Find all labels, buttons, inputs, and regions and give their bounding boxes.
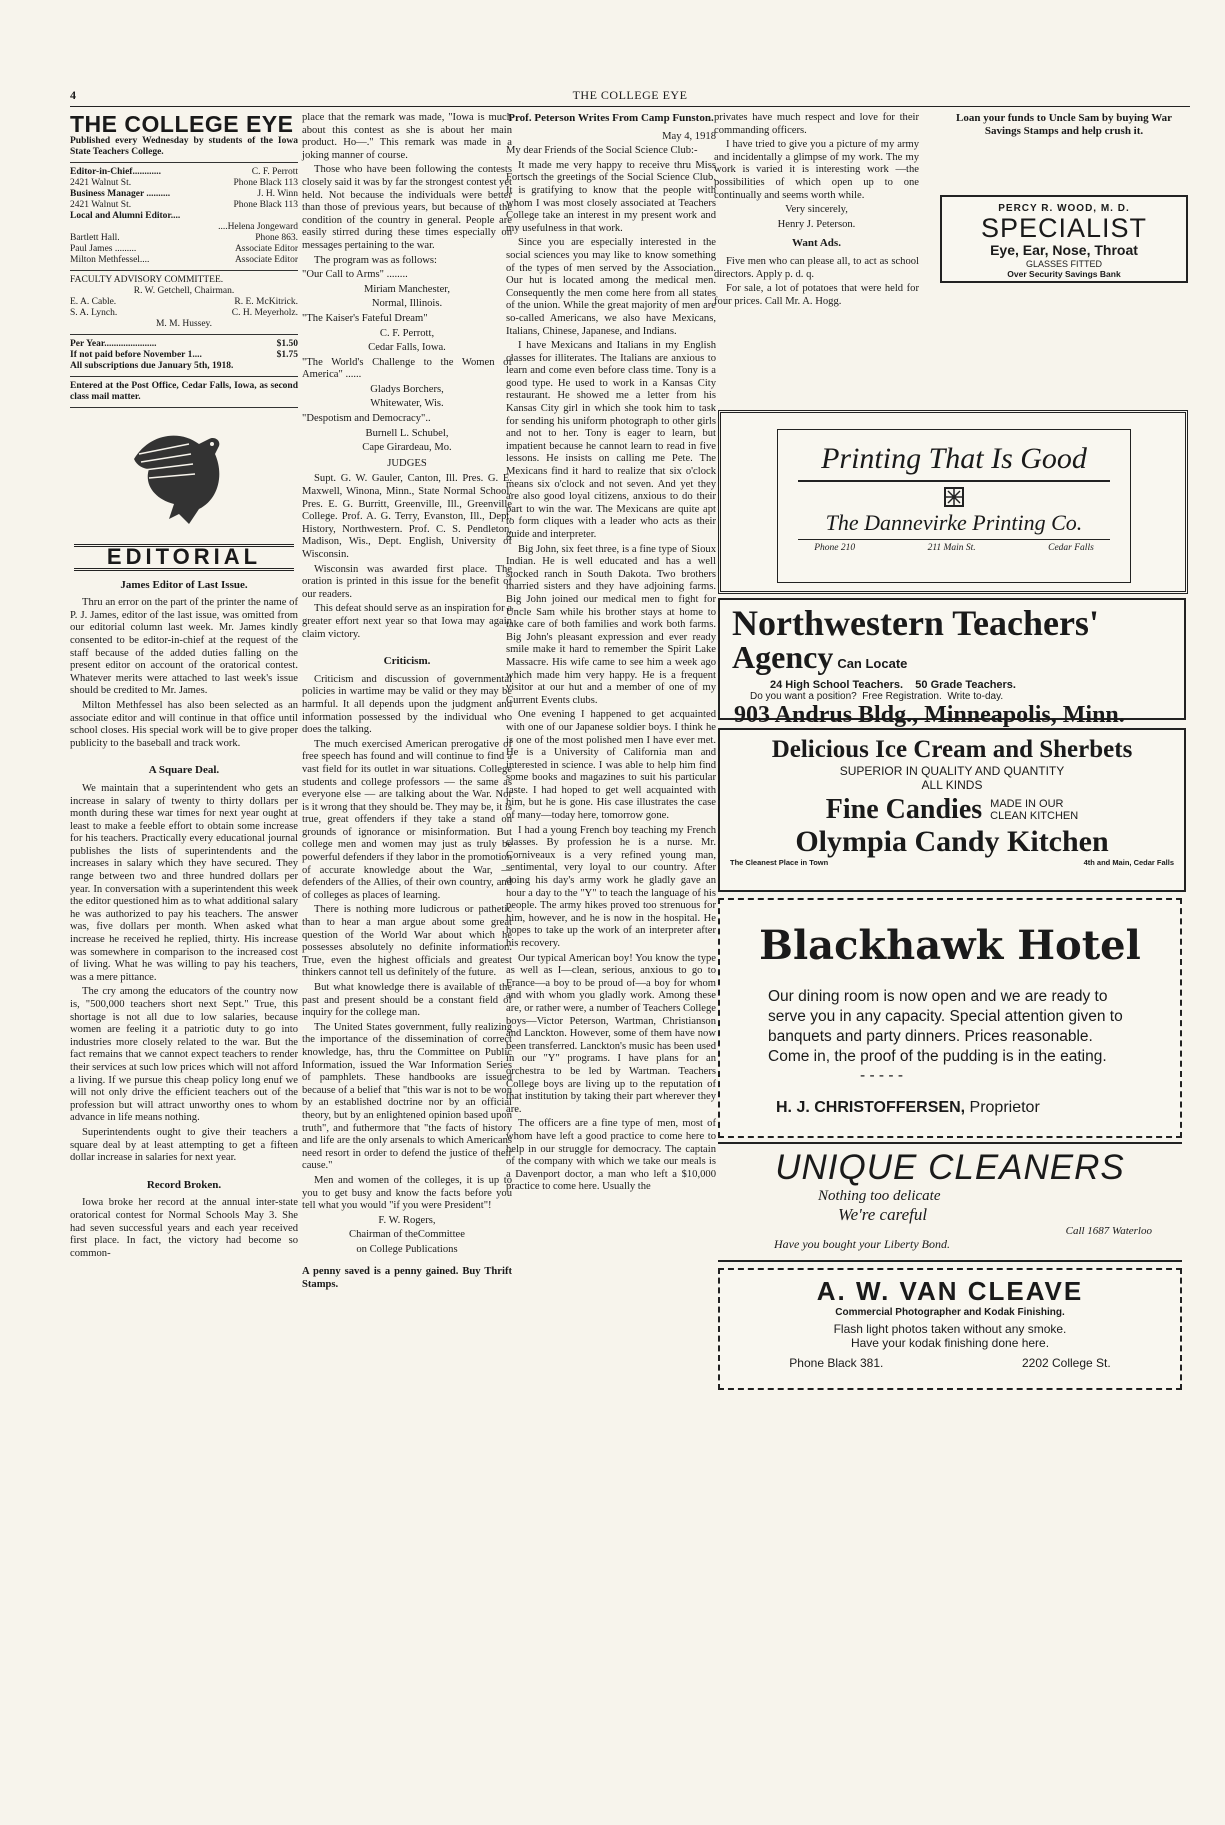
want-ads-title: Want Ads. (792, 237, 841, 250)
masthead-published: Published every Wednesday by students of the Iowa State Teachers College. (70, 136, 298, 157)
want-ad: For sale, a lot of potatoes that were held for four prices. Call Mr. A. Hogg. (714, 283, 919, 307)
mailing-notice: Entered at the Post Office, Cedar Falls, Iowa, as second class mail matter. (70, 381, 298, 402)
column-2 (302, 112, 512, 1294)
letter-closing: Very sincerely, (785, 204, 848, 216)
article-paragraph: I have tried to give you a picture of my army and incidentally a glimpse of my work. The my work is varied it is interesting work —the possibilities of which open up to one continually and seems worth while. (714, 139, 919, 201)
article-paragraph: Men and women of the colleges, it is up to you to get busy and know the facts before you tell what you would "if you were President"! (302, 1174, 512, 1212)
article-paragraph: Criticism and discussion of governmental policies in wartime may be valid or they may be harmful. It all depends upon the judgment and information possessed by the individual who does the talking. (302, 673, 512, 736)
article-paragraph: But what knowledge there is available of the past and present should be a constant field of inquiry for the college man. (302, 982, 512, 1019)
ad-blackhawk-hotel: Blackhawk Hotel Our dining room is now open and we are ready to serve you in any capacity. Special attention given to banquets and party dinners. Prices reasonable. Come in, the proof of the pudding is in the eating. - - - - - H. J. CHRISTOFFERSEN, Proprietor (718, 898, 1182, 1138)
article-title: Record Broken. (146, 1178, 222, 1191)
article-title: James Editor of Last Issue. (120, 578, 248, 591)
column-3 (506, 112, 716, 1196)
article-paragraph: One evening I happened to get acquainted with one of our Japanese soldier boys. I think he is one of the most polished men I have ever met. He is a University of California man and interested in science. I was able to help him find some books and magazines to suit his particular taste. I had hoped to get well acquainted with him, but he is gone. His case illustrates the case of many—today here, tomorrow gone. (506, 709, 716, 822)
article-paragraph: place that the remark was made, "Iowa is much about this contest as she is about her main product. Ho—." This remark was made in a joking manner of course. (302, 112, 512, 161)
subscription-rates: Per Year...................... $1.50 If not paid before November 1.... $1.75 All subscriptions due January 5th, 1918. (70, 339, 298, 371)
staff-list: Editor-in-Chief............ C. F. Perrott 2421 Walnut St. Phone Black 113 Business Manager .......... J. H. Winn 2421 Walnut St. Phone Black 113 Local and Alumni Editor.... ....Helena Jongeward Bartlett Hall. Phone 863. Paul James ......... Associate Editor Milton Methfessel.... Associate Editor (70, 167, 298, 265)
article-paragraph: The much exercised American prerogative of free speech has found and will continue to find a vast field for its outlet in war situations. College students and college professors — the same as everyone else — are talking about the War. Nor is it wrong that they should be. They may be, it is true, great offenders if they take a stand on grounds of ignorance or misinformation. But college men and women may just as truly be powerful defenders if they labor in the promotion of accurate knowledge about the War, — defenders of the Allies, of their own country, and of colleges as places of learning. (302, 738, 512, 901)
advisory-committee: FACULTY ADVISORY COMMITTEE. R. W. Getchell, Chairman. E. A. Cable. R. E. McKitrick. S. A. Lynch. C. H. Meyerholz. M. M. Hussey. (70, 275, 298, 329)
article-paragraph: Since you are especially interested in the social sciences you may like to know something of the types of men served by the Association. Our hut is located among the medical men. Consequently the men come here from all states of the union. While the great majority of men are so-called Americans, we also have Mexicans, Italians, Chinese, Japanese, and Indians. (506, 237, 716, 337)
editorial-banner: EDITORIAL (74, 544, 294, 571)
article-paragraph: It made me very happy to receive thru Miss Fortsch the greetings of the Social Science Club. It is gratifying to know that the people with whom I was most closely associated at Teachers College take an interest in my present work and my usefulness in that work. (506, 159, 716, 234)
letter-date: May 4, 1918 (662, 130, 716, 142)
article-paragraph: Milton Methfessel has also been selected as an associate editor and will continue in that office until school closes. His special work will be to give proper publicity to the baseball and track work. (70, 699, 298, 749)
ad-olympia-candy: Delicious Ice Cream and Sherbets SUPERIOR IN QUALITY AND QUANTITY ALL KINDS Fine Candies MADE IN OUR CLEAN KITCHEN Olympia Candy Kitchen The Cleanest Place in Town 4th and Main, Cedar Falls (718, 728, 1186, 892)
article-paragraph: I have Mexicans and Italians in my English classes for illiterates. The Italians are anxious to learn and come even before class time. Tony is a good type. He used to work in a Kansas City restaurant. He showed me a letter from his Kansas City girl in which she took him to task for sending his uniform photograph to other girls and not to her. Tony is eager to learn, but impatient because he cannot learn to read in five lessons. He insists on calling me Pete. The Mexicans find it hard to realize that six o'clock means six o'clock and not seven. And yet they are also good loyal citizens, anxious to do their part to win the war. The Mexicans are quite apt to form cliques with a leader who acts as their guide and interpreter. (506, 340, 716, 540)
article-paragraph: Superintendents ought to give their teachers a square deal by at least attempting to get a fifteen dollar increase in salaries for next year. (70, 1126, 298, 1164)
ornament-icon (943, 486, 965, 508)
column-4 (714, 112, 919, 310)
running-title: THE COLLEGE EYE (572, 88, 688, 102)
article-paragraph: We maintain that a superintendent who gets an increase in salary of twenty to thirty dollars per month during these war times for next year ought at least to make a feeble effort to obtain some increase for his teachers. Practically every educational journal publishes the lists of superintendents and the increases in salary which they have secured. They range between two and three hundred dollars per year. In conversation with a superintendent this week the editor questioned him as to what additional salary he was authorized to pay his teachers. The answer was, five dollars per month. When asked what increase he received he replied, thirty. His increase was somewhere in comparison to the increased cost of living. What he was willing to pay his teachers, was a mere pittance. (70, 782, 298, 983)
article-paragraph: Iowa broke her record at the annual inter-state oratorical contest for Normal Schools May 3. She had seven successful years and each year received first place. In fact, the victory had become so common- (70, 1197, 298, 1259)
article-paragraph: Our typical American boy! You know the type as well as I—clean, serious, anxious to go to France—a boy to be proud of—a boy for whom and with whom you gladly work. Among these are, or rather were, a number of Teachers College boys—Victor Peterson, Wartman, Christianson and Lanckton. However, some of them have now been transferred. Lanckton's music has been used in our "Y" programs. I have plans for an orchestra to be led by Wartman. Teachers College boys are living up to the reputation of that institution by taking their part wherever they are. (506, 952, 716, 1115)
ad-van-cleave: A. W. VAN CLEAVE Commercial Photographer and Kodak Finishing. Flash light photos taken without any smoke. Have your kodak finishing done here. Phone Black 381. 2202 College St. (718, 1268, 1182, 1390)
signature: on College Publications (356, 1243, 458, 1255)
page-header (70, 88, 1190, 107)
article-paragraph: The cry among the educators of the country now is, "500,000 teachers short next Sept." True, this shortage is not all due to low salaries, because women are feeling it a patriotic duty to go into industries more closely related to the war. But the fact remains that we cannot expect teachers to render their services at such low prices which will not afford a living. If we pursue this cheap policy long enuf we will not only drive the efficient teachers out of the profession but will attract unworthy ones to whom advance in life means nothing. (70, 986, 298, 1124)
article-paragraph: The program was as follows: (314, 254, 437, 266)
ad-unique-cleaners: UNIQUE CLEANERS Nothing too delicate We're careful Call 1687 Waterloo Have you bought your Liberty Bond. (718, 1142, 1182, 1258)
page-number: 4 (70, 88, 76, 102)
judges-list: Supt. G. W. Gauler, Canton, Ill. Pres. G. E. Maxwell, Winona, Minn., State Normal School. Pres. E. G. Burritt, Greenville, Ill., Greenville College. Prof. A. G. Terry, Evanston, Ill., Dept. History, Northwestern. Prof. C. S. Pendleton, Madison, Wis., Dept. English, University of Wisconsin. (302, 473, 512, 560)
article-title: Prof. Peterson Writes From Camp Funston. (508, 112, 714, 124)
article-paragraph: privates have much respect and love for their commanding officers. (714, 112, 919, 136)
article-paragraph: Those who have been following the contests closely said it was by far the strongest contest yet held. Not because the individuals were better than those of previous years, but because of the condition of the country in general. People are easily stirred during these times especially on messages pertaining to the war. (302, 164, 512, 251)
article-paragraph: Thru an error on the part of the printer the name of P. J. James, editor of the last issue, was omitted from our editorial column last week. Mr. James kindly consented to be editor-in-chief at the request of the staff because of the added duties falling on the present editor on account of the oratorical contest. Whatever merits were attached to last week's issue should be credited to Mr. James. (70, 597, 298, 697)
want-ad: Five men who can please all, to act as school directors. Apply p. d. q. (714, 255, 919, 280)
eagle-illustration (129, 414, 239, 534)
ad-northwestern-teachers: Northwestern Teachers' Agency Can Locate 24 High School Teachers. 50 Grade Teachers. Do you want a position? Free Registration. Write to-day. 903 Andrus Bldg., Minneapolis, Minn. (718, 598, 1186, 720)
article-paragraph: There is nothing more ludicrous or pathetic than to hear a man argue about some great question of the World War about which he possesses absolutely no definite information. True, even the highest officials and greatest thinkers cannot tell us definitely of the future. (302, 904, 512, 979)
letter-salutation: My dear Friends of the Social Science Club:- (506, 145, 698, 157)
program-list: "Our Call to Arms" ........ Miriam Manchester, Normal, Illinois. "The Kaiser's Fateful Dream" C. F. Perrott, Cedar Falls, Iowa. "The World's Challenge to the Women of America" ...... Gladys Borchers, Whitewater, Wis. "Despotism and Democracy".. Burnell L. Schubel, Cape Girardeau, Mo. (302, 269, 512, 454)
article-paragraph: Big John, six feet three, is a fine type of Sioux Indian. He is well educated and has a well stocked ranch in South Dakota. Two brothers married sisters and they have adjoining farms. Big John joined our medical men to fight for Uncle Sam while his brother stays at home to take care of both families and work both farms. Big John's pleasant expression and ever ready smile make it hard to remember the Spirit Lake Massacre. His wife came to see him a week ago which made him very happy. He is a frequent visitor at our hut and a member of one of my Current Events clubs. (506, 543, 716, 706)
signature: F. W. Rogers, (378, 1214, 436, 1226)
article-title: A Square Deal. (148, 764, 220, 777)
article-paragraph: The United States government, fully realizing the importance of the dissemination of correct knowledge, has, thru the Committee on Public Information, issued the War Information Series of pamphlets. These handbooks are issued because of a belief that "this war is not to be won by an established doctrine nor by an official theory, but by an enlightened opinion based upon truth", and futhermore that "the facts of history and life are the only arsenals to which Americans need resort in order to defend the justice of their cause." (302, 1021, 512, 1172)
masthead-title: THE COLLEGE EYE (70, 111, 294, 137)
article-paragraph: This defeat should serve as an inspiration for a greater effort next year so that Iowa may again claim victory. (302, 603, 512, 640)
article-paragraph: The officers are a fine type of men, most of whom have left a good practice to come here to help in our struggle for democracy. The captain of the company with which we take our meals is a Davenport doctor, a man who left a $10,000 practice to come here. Usually the (506, 1118, 716, 1193)
article-title: Criticism. (383, 655, 431, 668)
article-paragraph: I had a young French boy teaching my French classes. By profession he is a nurse. Mr. Corniveaux is a very refined young man, sentimental, very loyal to our country. After doing his day's army work he gladly gave an hour a day to the "Y" to teach the language of his people. The army hikes proved too strenuous for him, however, and he is now in the hospital. He hopes to take up the work of an interpreter after his recovery. (506, 824, 716, 949)
article-paragraph: Wisconsin was awarded first place. The oration is printed in this issue for the benefit of our readers. (302, 563, 512, 600)
thrift-notice: A penny saved is a penny gained. Buy Thrift Stamps. (302, 1266, 512, 1291)
judges-heading: JUDGES (387, 457, 427, 469)
ad-dannevirke-printing: Printing That Is Good The Dannevirke Printing Co. Phone 210 211 Main St. Cedar Falls (718, 410, 1188, 594)
war-stamps-notice: Loan your funds to Uncle Sam by buying War Savings Stamps and help crush it. (956, 112, 1172, 137)
column-1 (70, 112, 298, 1262)
letter-signature: Henry J. Peterson. (777, 218, 856, 230)
ad-percy-wood: PERCY R. WOOD, M. D. SPECIALIST Eye, Ear, Nose, Throat GLASSES FITTED Over Security Savings Bank (940, 195, 1188, 283)
signature: Chairman of theCommittee (349, 1229, 465, 1241)
